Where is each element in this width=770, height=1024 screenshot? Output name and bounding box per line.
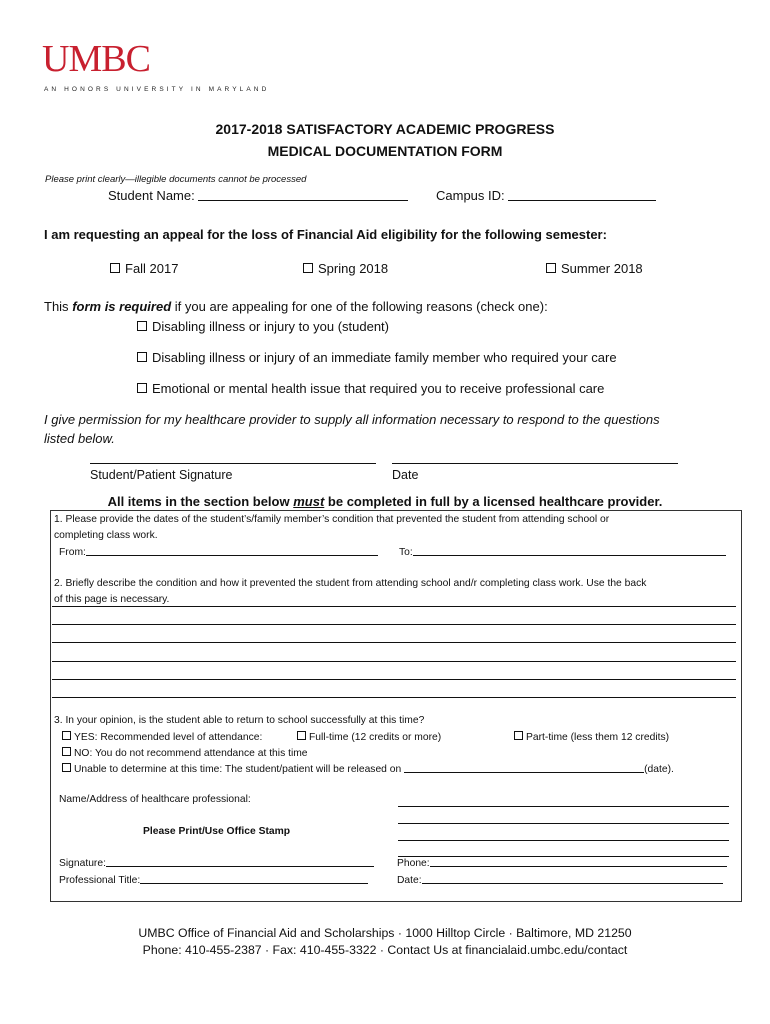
- umbc-logo: UMBC: [42, 38, 150, 80]
- provider-signature-row: [59, 857, 374, 869]
- campus-id-field[interactable]: [508, 189, 656, 201]
- from-row: [59, 546, 378, 558]
- unable-label: Unable to determine at this time: The student/patient will be released on: [74, 764, 402, 775]
- professional-title-row: [59, 874, 368, 886]
- reason-label: Disabling illness or injury of an immediate family member who required your care: [152, 350, 617, 365]
- yes-label: YES: Recommended level of attendance:: [74, 732, 263, 743]
- logo-tagline: AN HONORS UNIVERSITY IN MARYLAND: [44, 86, 270, 93]
- provider-phone-row: [397, 857, 727, 869]
- checkbox-icon[interactable]: [137, 352, 147, 362]
- semester-label: Fall 2017: [125, 261, 179, 276]
- form-title-line1: 2017-2018 SATISFACTORY ACADEMIC PROGRESS: [215, 121, 555, 137]
- no-label: NO: You do not recommend attendance at this time: [74, 748, 308, 759]
- heading-text: be completed in full by a licensed healthcare provider.: [327, 494, 663, 509]
- permission-line2: listed below.: [44, 431, 115, 446]
- provider-section-box: [50, 510, 742, 902]
- campus-id-label: Campus ID:: [436, 188, 505, 203]
- provider-date-label: Date:: [397, 875, 422, 886]
- q3-parttime-option[interactable]: [514, 731, 669, 743]
- provider-section-heading: [0, 494, 770, 509]
- semester-option-summer[interactable]: [546, 261, 643, 276]
- provider-phone-field[interactable]: [430, 857, 727, 867]
- appeal-statement: I am requesting an appeal for the loss of Financial Aid eligibility for the following semester:: [44, 227, 607, 242]
- to-field[interactable]: [413, 546, 726, 556]
- checkbox-icon[interactable]: [137, 383, 147, 393]
- name-address-line[interactable]: [398, 840, 729, 841]
- release-date-field[interactable]: [404, 763, 644, 773]
- to-label: To:: [399, 547, 413, 558]
- checkbox-icon[interactable]: [137, 321, 147, 331]
- q1-line1: 1. Please provide the dates of the student’s/family member’s condition that prevented the student from attending school or: [54, 514, 610, 525]
- q2-answer-line[interactable]: [52, 624, 736, 625]
- provider-phone-label: Phone:: [397, 858, 430, 869]
- q2-answer-line[interactable]: [52, 642, 736, 643]
- checkbox-icon[interactable]: [546, 263, 556, 273]
- reason-option-mental-health[interactable]: [137, 381, 604, 396]
- name-address-line[interactable]: [398, 823, 729, 824]
- fulltime-label: Full-time (12 credits or more): [309, 732, 442, 743]
- reason-label: Disabling illness or injury to you (student): [152, 319, 389, 334]
- name-address-label: Name/Address of healthcare professional:: [59, 794, 251, 805]
- q3-question: 3. In your opinion, is the student able to return to school successfully at this time?: [54, 715, 425, 726]
- permission-line1: I give permission for my healthcare provider to supply all information necessary to respond to the questions: [44, 412, 660, 427]
- semester-option-spring[interactable]: [303, 261, 388, 276]
- q2-line1: 2. Briefly describe the condition and how it prevented the student from attending school and/r completing class work. Use the back: [54, 578, 647, 589]
- q2-answer-line[interactable]: [52, 697, 736, 698]
- date-suffix: (date).: [644, 764, 674, 775]
- from-field[interactable]: [86, 546, 378, 556]
- checkbox-icon[interactable]: [62, 747, 71, 756]
- footer-contact: Phone: 410-455-2387 · Fax: 410-455-3322 · Contact Us at financialaid.umbc.edu/contact: [142, 943, 628, 957]
- q3-yes-option[interactable]: [62, 731, 262, 743]
- provider-signature-label: Signature:: [59, 858, 106, 869]
- signature-line[interactable]: [90, 463, 376, 464]
- semester-option-fall[interactable]: [110, 261, 178, 276]
- checkbox-icon[interactable]: [110, 263, 120, 273]
- q3-unable-option[interactable]: [62, 763, 674, 775]
- form-title-line2: MEDICAL DOCUMENTATION FORM: [267, 143, 503, 159]
- reasons-intro: [44, 299, 548, 314]
- q3-no-option[interactable]: [62, 747, 308, 759]
- q2-answer-line[interactable]: [52, 661, 736, 662]
- student-signature-label: Student/Patient Signature: [90, 468, 233, 482]
- name-address-line[interactable]: [398, 806, 729, 807]
- semester-label: Spring 2018: [318, 261, 389, 276]
- q2-answer-line[interactable]: [52, 606, 736, 607]
- date-line[interactable]: [392, 463, 678, 464]
- instructions: Please print clearly—illegible documents cannot be processed: [45, 174, 307, 185]
- student-name-label: Student Name:: [108, 188, 195, 203]
- provider-date-row: [397, 874, 723, 886]
- intro-emphasis: form is required: [72, 299, 172, 314]
- q2-answer-line[interactable]: [52, 679, 736, 680]
- student-date-label: Date: [392, 468, 419, 482]
- semester-label: Summer 2018: [561, 261, 643, 276]
- intro-text: if you are appealing for one of the following reasons (check one):: [174, 299, 548, 314]
- q2-line2: of this page is necessary.: [54, 594, 170, 605]
- heading-emphasis: must: [293, 494, 325, 509]
- checkbox-icon[interactable]: [303, 263, 313, 273]
- professional-title-field[interactable]: [140, 874, 368, 884]
- provider-signature-field[interactable]: [106, 857, 374, 867]
- checkbox-icon[interactable]: [297, 731, 306, 740]
- q1-line2: completing class work.: [54, 530, 158, 541]
- footer-address: UMBC Office of Financial Aid and Scholarships · 1000 Hilltop Circle · Baltimore, MD 21250: [138, 926, 632, 940]
- to-row: [399, 546, 726, 558]
- intro-text: This: [44, 299, 69, 314]
- professional-title-label: Professional Title:: [59, 875, 141, 886]
- stamp-label: Please Print/Use Office Stamp: [143, 826, 291, 837]
- student-name-row: [108, 188, 408, 203]
- reason-option-student[interactable]: [137, 319, 389, 334]
- reason-label: Emotional or mental health issue that required you to receive professional care: [152, 381, 605, 396]
- parttime-label: Part-time (less them 12 credits): [526, 732, 670, 743]
- heading-text: All items in the section below: [107, 494, 290, 509]
- from-label: From:: [59, 547, 86, 558]
- student-name-field[interactable]: [198, 189, 408, 201]
- checkbox-icon[interactable]: [514, 731, 523, 740]
- checkbox-icon[interactable]: [62, 763, 71, 772]
- checkbox-icon[interactable]: [62, 731, 71, 740]
- q3-fulltime-option[interactable]: [297, 731, 441, 743]
- reason-option-family[interactable]: [137, 350, 617, 365]
- provider-date-field[interactable]: [422, 874, 723, 884]
- campus-id-row: [436, 188, 656, 203]
